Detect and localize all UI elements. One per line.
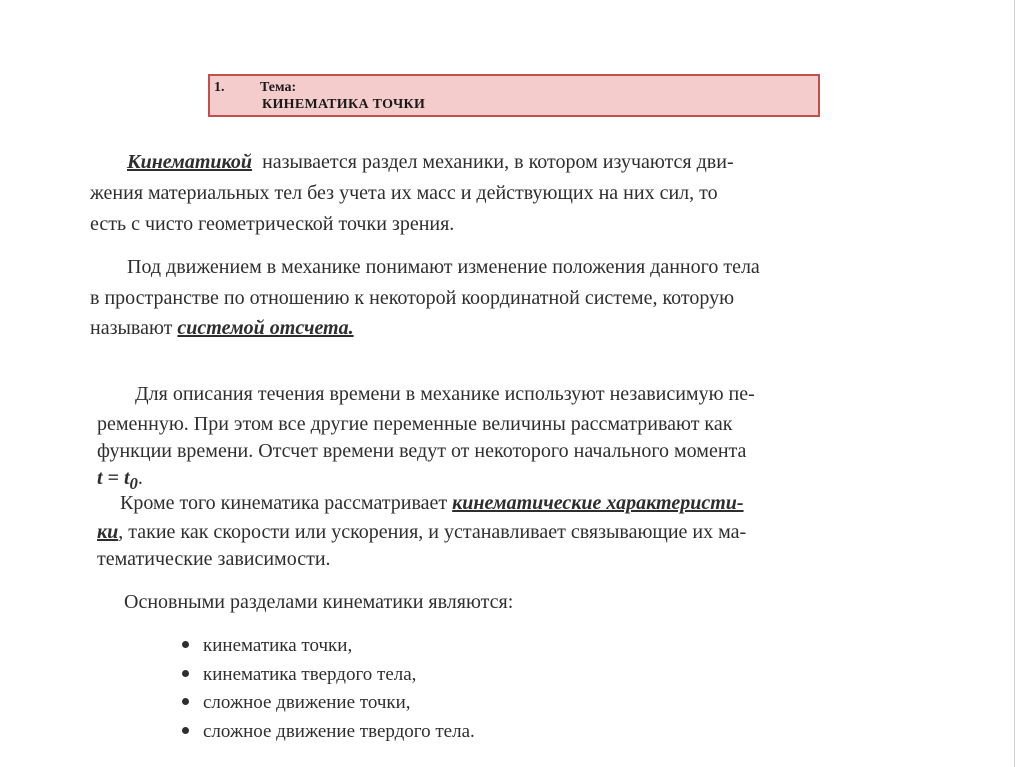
list-item <box>182 632 475 661</box>
p4-line1-text: Кроме того кинематика рассматривает <box>120 492 453 514</box>
list-item-text: кинематика твердого тела, <box>203 663 417 685</box>
list-item <box>182 661 475 690</box>
formula-subscript: 0 <box>129 474 138 493</box>
bullet-icon <box>182 641 189 648</box>
p3-line2: ременную. При этом все другие переменные величины рассматривают как <box>97 413 733 435</box>
topic-header-box <box>208 74 820 117</box>
bullet-icon <box>182 698 189 705</box>
formula-t: t = t <box>97 467 130 489</box>
term-kinematic-characteristics: кинематические характеристи- <box>452 492 744 514</box>
p3-line1: Для описания течения времени в механике используют независимую пе- <box>135 383 755 405</box>
list-item <box>182 718 475 747</box>
p2-line3-text: называют <box>90 317 178 339</box>
term-kinematic-characteristics-end: ки <box>97 521 119 543</box>
p4-line2-text: , такие как скорости или ускорения, и устанавливает связывающие их ма- <box>118 521 747 543</box>
p1-line1-text: называется раздел механики, в котором изучаются дви- <box>252 151 734 173</box>
p1-line1 <box>127 150 734 174</box>
p1-line3: есть с чисто геометрической точки зрения. <box>90 213 455 235</box>
topic-number: 1. <box>214 80 225 95</box>
list-item-text: сложное движение твердого тела. <box>203 720 475 742</box>
p2-line2: в пространстве по отношению к некоторой координатной системе, которую <box>90 287 735 309</box>
p3-line3: функции времени. Отсчет времени ведут от некоторого начального момента <box>97 440 747 462</box>
term-kinematics: Кинематикой <box>127 151 253 173</box>
p4-line2 <box>97 520 746 544</box>
sections-intro: Основными разделами кинематики являются: <box>124 591 514 613</box>
p4-line1 <box>120 491 744 515</box>
topic-label: Тема: <box>260 80 297 95</box>
p1-line2: жения материальных тел без учета их масс и действующих на них сил, то <box>90 182 718 204</box>
formula-end: . <box>137 467 143 489</box>
list-item <box>182 689 475 718</box>
term-reference-system: системой отсчета. <box>177 317 354 339</box>
p2-line3 <box>90 316 354 340</box>
bullet-icon <box>182 727 189 734</box>
list-item-text: кинематика точки, <box>203 635 353 656</box>
sections-list <box>182 632 475 746</box>
p2-line1: Под движением в механике понимают изменение положения данного тела <box>127 256 760 278</box>
topic-title: КИНЕМАТИКА ТОЧКИ <box>262 97 426 112</box>
p4-line3: тематические зависимости. <box>97 548 331 570</box>
list-item-text: сложное движение точки, <box>203 692 411 713</box>
bullet-icon <box>182 670 189 677</box>
